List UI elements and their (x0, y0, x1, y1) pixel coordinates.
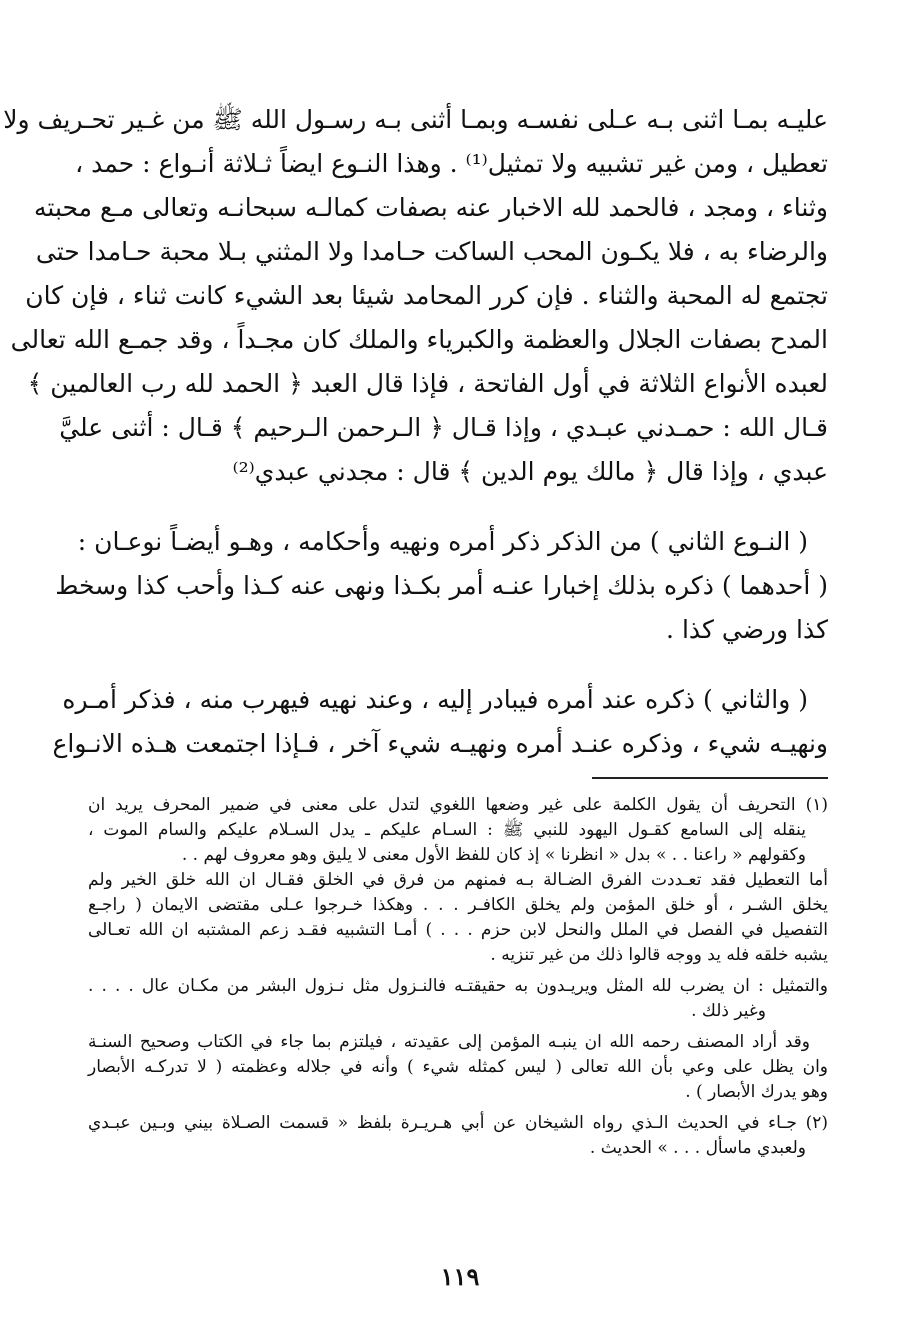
text-line: ( أحدهما ) ذكره بذلك إخبارا عنـه أمر بكـذا ونهى عنه كـذا وأحب كذا وسخط (55, 571, 828, 600)
footnotes (88, 793, 828, 1161)
footnote-line: (٢) جـاء في الحديث الـذي رواه الشيخان عن أبي هـريـرة بلفظ « قسمت الصـلاة بيني وبـين عبـدي (88, 1113, 828, 1133)
text-line: والرضاء به ، فلا يكـون المحب الساكت حـامدا ولا المثني بـلا محبة حـامدا حتى (35, 237, 828, 266)
text-line: تعطيل ، ومن غير تشبيه ولا تمثيل⁽¹⁾ . وهذا النـوع ايضاً ثـلاثة أنـواع : حمد ، (75, 149, 828, 178)
text-line: كذا ورضي كذا . (666, 615, 828, 644)
text-line: ونهيـه شيء ، وذكره عنـد أمره ونهيـه شيء آخر ، فـإذا اجتمعت هـذه الانـواع (52, 729, 828, 758)
footnote-line: وقد أراد المصنف رحمه الله ان ينبـه المؤمن إلى عقيدته ، فيلتزم بما جاء في الكتاب وصحيح السنـة (88, 1032, 810, 1052)
text-line: قـال الله : حمـدني عبـدي ، وإذا قـال ﴿ الـرحمن الـرحيم ﴾ قـال : أثنى عليَّ (59, 413, 828, 442)
text-line: تجتمع له المحبة والثناء . فإن كرر المحامد شيئا بعد الشيء كانت ثناء ، فإن كان (25, 281, 828, 310)
text-line: لعبده الأنواع الثلاثة في أول الفاتحة ، فإذا قال العبد ﴿ الحمد لله رب العالمين ﴾ (27, 369, 828, 398)
main-text (3, 98, 828, 792)
paragraph-3 (52, 678, 828, 766)
paragraph-1 (3, 98, 828, 494)
footnote-line: يخلق الشـر ، أو خلق المؤمن ولم يخلق الكافـر . . . وهكذا خـرجوا عـلى مقتضى الايمان ( راجـع (88, 895, 828, 915)
page-number: ١١٩ (440, 1262, 480, 1291)
footnote-line: أما التعطيل فقد تعـددت الفرق الضـالة بـه فمنهم من فرق في الخلق فقـال ان الله خلق الخير ولم (88, 870, 828, 890)
footnote-divider (592, 777, 828, 779)
footnote-1 (88, 793, 828, 1105)
paragraph-2 (55, 520, 828, 652)
text-line: عليـه بمـا اثنى بـه عـلى نفسـه وبمـا أثنى بـه رسـول الله ﷺ من غـير تحـريف ولا (3, 105, 828, 134)
footnote-line: وغير ذلك . (691, 1001, 766, 1021)
footnote-line: التفصيل في الفصل في الملل والنحل لابن حزم . . . ) أمـا التشبيه فقـد زعم المشتبه ان الله تعـالى (88, 920, 828, 940)
footnote-line: وهو يدرك الأبصار ) . (685, 1082, 828, 1102)
footnote-line: ينقله إلى السامع كقـول اليهود للنبي ﷺ : السـام عليكم ـ يدل السـلام عليكم والسام الموت ، (88, 820, 806, 840)
footnote-line: (١) التحريف أن يقول الكلمة على غير وضعها اللغوي لتدل على معنى في ضمير المحرف يريد ان (88, 795, 828, 815)
footnote-line: يشبه خلقه فله يد ووجه قالوا ذلك من غير تنزيه . (490, 945, 828, 965)
footnote-line: وكقولهم « راعنا . . » بدل « انظرنا » إذ كان للفظ الأول معنى لا يليق وهو معروف لهم . . (181, 845, 806, 865)
footnote-line: والتمثيل : ان يضرب لله المثل ويريـدون به حقيقتـه فالنـزول مثل نـزول البشر من مكـان عال . . . . (88, 976, 828, 996)
text-line: وثناء ، ومجد ، فالحمد لله الاخبار عنه بصفات كمالـه سبحانـه وتعالى مـع محبته (34, 193, 828, 222)
text-line: عبدي ، وإذا قال ﴿ مالك يوم الدين ﴾ قال : مجدني عبدي⁽²⁾ (232, 457, 828, 486)
footnote-line: ولعبدي ماسأل . . . » الحديث . (589, 1138, 806, 1158)
text-line: ( النـوع الثاني ) من الذكر ذكر أمره ونهيه وأحكامه ، وهـو أيضـاً نوعـان : (77, 527, 808, 556)
text-line: ( والثاني ) ذكره عند أمره فيبادر إليه ، وعند نهيه فيهرب منه ، فذكر أمـره (62, 685, 808, 714)
text-line: المدح بصفات الجلال والعظمة والكبرياء والملك كان مجـداً ، وقد جمـع الله تعالى (10, 325, 828, 354)
footnote-2 (88, 1111, 828, 1161)
footnote-line: وان يظل على وعي بأن الله تعالى ( ليس كمثله شيء ) وأنه في جلاله وعظمته ( لا تدركـه الأبصار (88, 1057, 828, 1077)
